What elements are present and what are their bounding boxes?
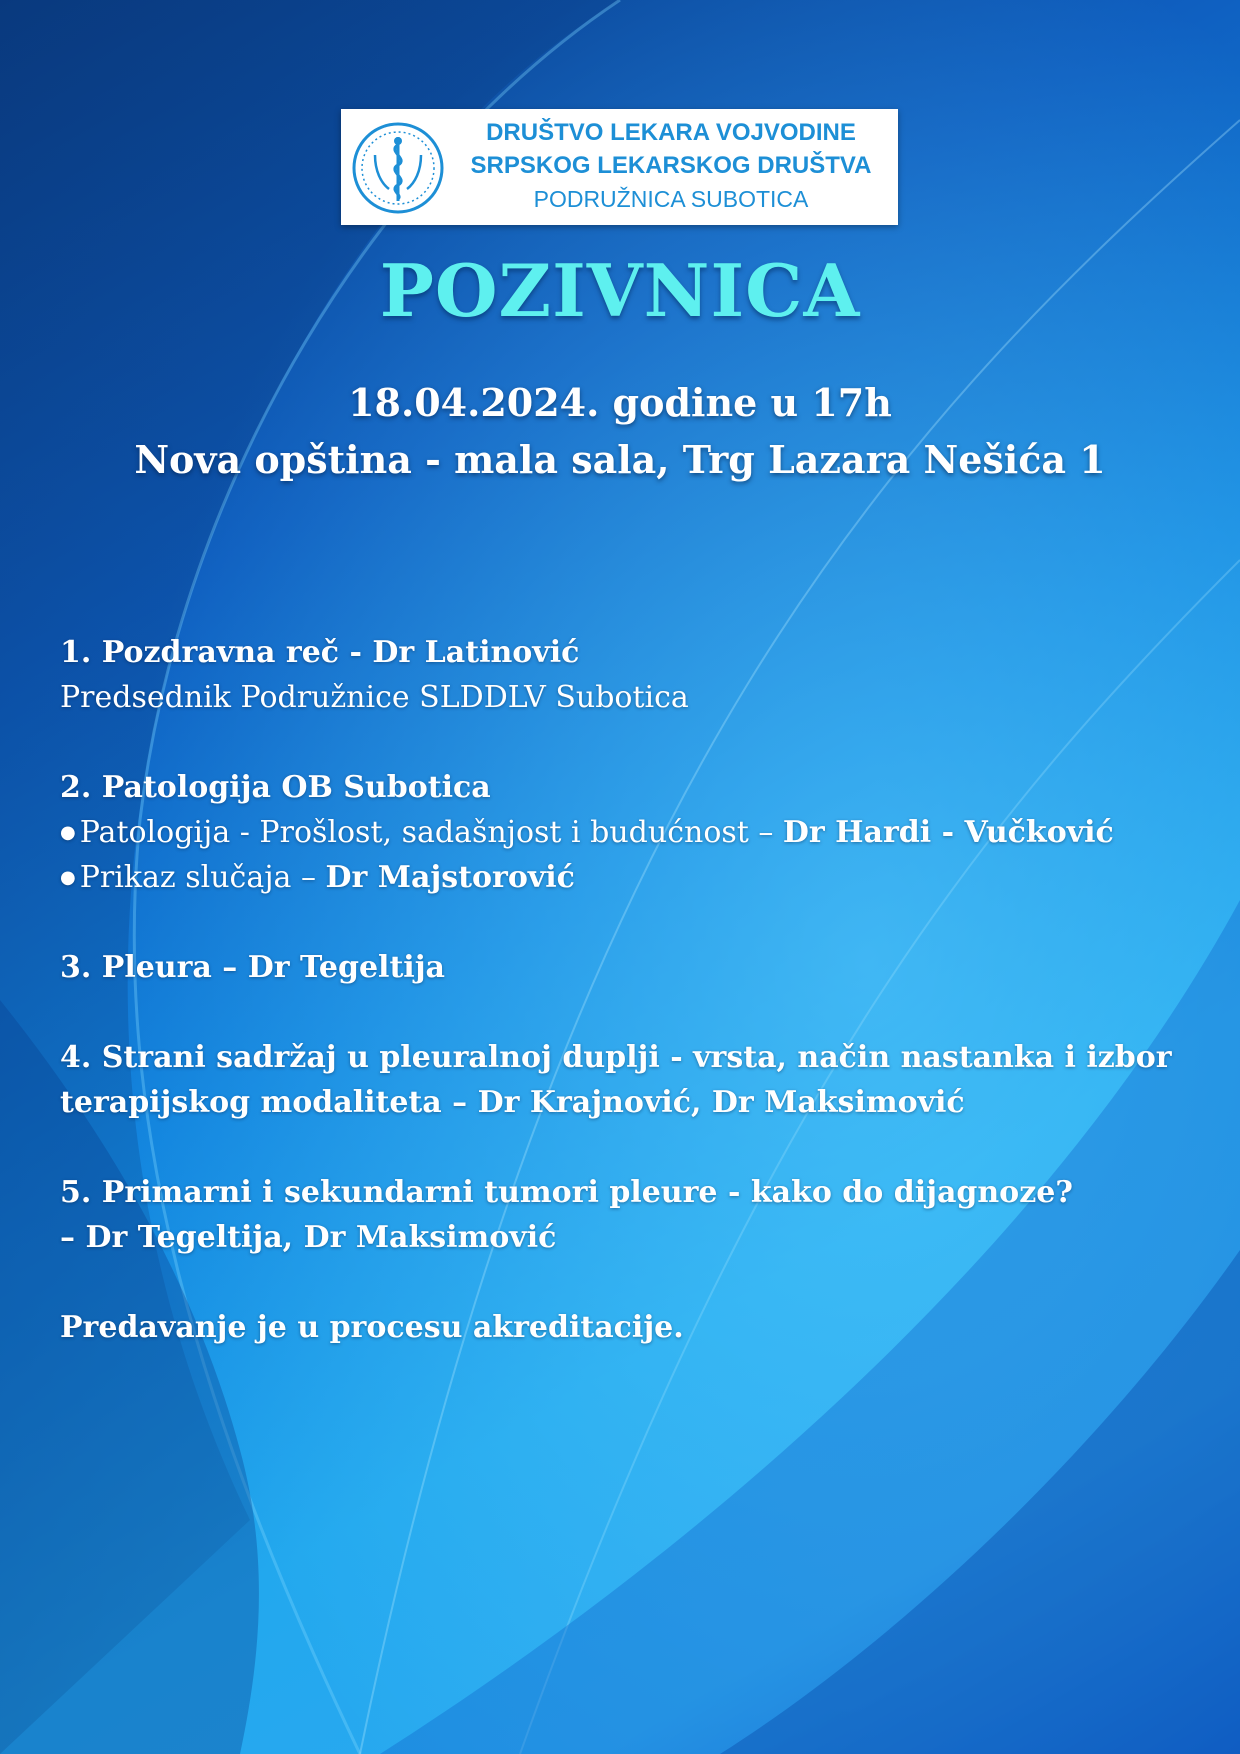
- agenda-bullet-speaker: Dr Majstorović: [325, 860, 575, 895]
- accreditation-note: [60, 1305, 1190, 1350]
- agenda-item-heading: 1. Pozdravna reč - Dr Latinović: [60, 635, 580, 670]
- page-title: POZIVNICA: [379, 248, 861, 333]
- agenda-item-5: [60, 1170, 1190, 1260]
- agenda-item-subtitle: Predsednik Podružnice SLDDLV Subotica: [60, 680, 689, 715]
- agenda-item-heading: 3. Pleura – Dr Tegeltija: [60, 950, 445, 985]
- logo-line-1: DRUŠTVO LEKARA VOJVODINE: [486, 119, 856, 146]
- agenda-bullet-text: Patologija - Prošlost, sadašnjost i budućnost –: [79, 815, 783, 850]
- logo-line-2: SRPSKOG LEKARSKOG DRUŠTVA: [470, 152, 872, 179]
- agenda-item-line: terapijskog modaliteta – Dr Krajnović, Dr Maksimović: [60, 1085, 965, 1120]
- agenda-item-1: [60, 630, 1190, 720]
- agenda-item-heading: 2. Patologija OB Subotica: [60, 770, 491, 805]
- agenda-bullet: [60, 810, 1190, 855]
- caduceus-emblem-icon: [351, 121, 445, 215]
- event-date: 18.04.2024. godine u 17h: [348, 380, 892, 425]
- agenda-item-2: [60, 765, 1190, 900]
- agenda-item-line: 5. Primarni i sekundarni tumori pleure - kako do dijagnoze?: [60, 1175, 1073, 1210]
- agenda-bullet-text: Prikaz slučaja –: [79, 860, 326, 895]
- agenda-item-3: [60, 945, 1190, 990]
- agenda-item-line: – Dr Tegeltija, Dr Maksimović: [60, 1220, 557, 1255]
- bullet-icon: ●: [60, 867, 76, 888]
- agenda-bullet-speaker: Dr Hardi - Vučković: [782, 815, 1114, 850]
- agenda-item-4: [60, 1035, 1190, 1125]
- accreditation-note-text: Predavanje je u procesu akreditacije.: [60, 1310, 684, 1345]
- event-venue: Nova opština - mala sala, Trg Lazara Nešića 1: [134, 437, 1106, 482]
- logo-line-3: PODRUŽNICA SUBOTICA: [533, 186, 809, 212]
- society-logo-banner: [341, 109, 898, 225]
- bullet-icon: ●: [60, 822, 76, 843]
- agenda-item-line: 4. Strani sadržaj u pleuralnoj duplji - vrsta, način nastanka i izbor: [60, 1040, 1172, 1075]
- agenda-bullet: [60, 855, 1190, 900]
